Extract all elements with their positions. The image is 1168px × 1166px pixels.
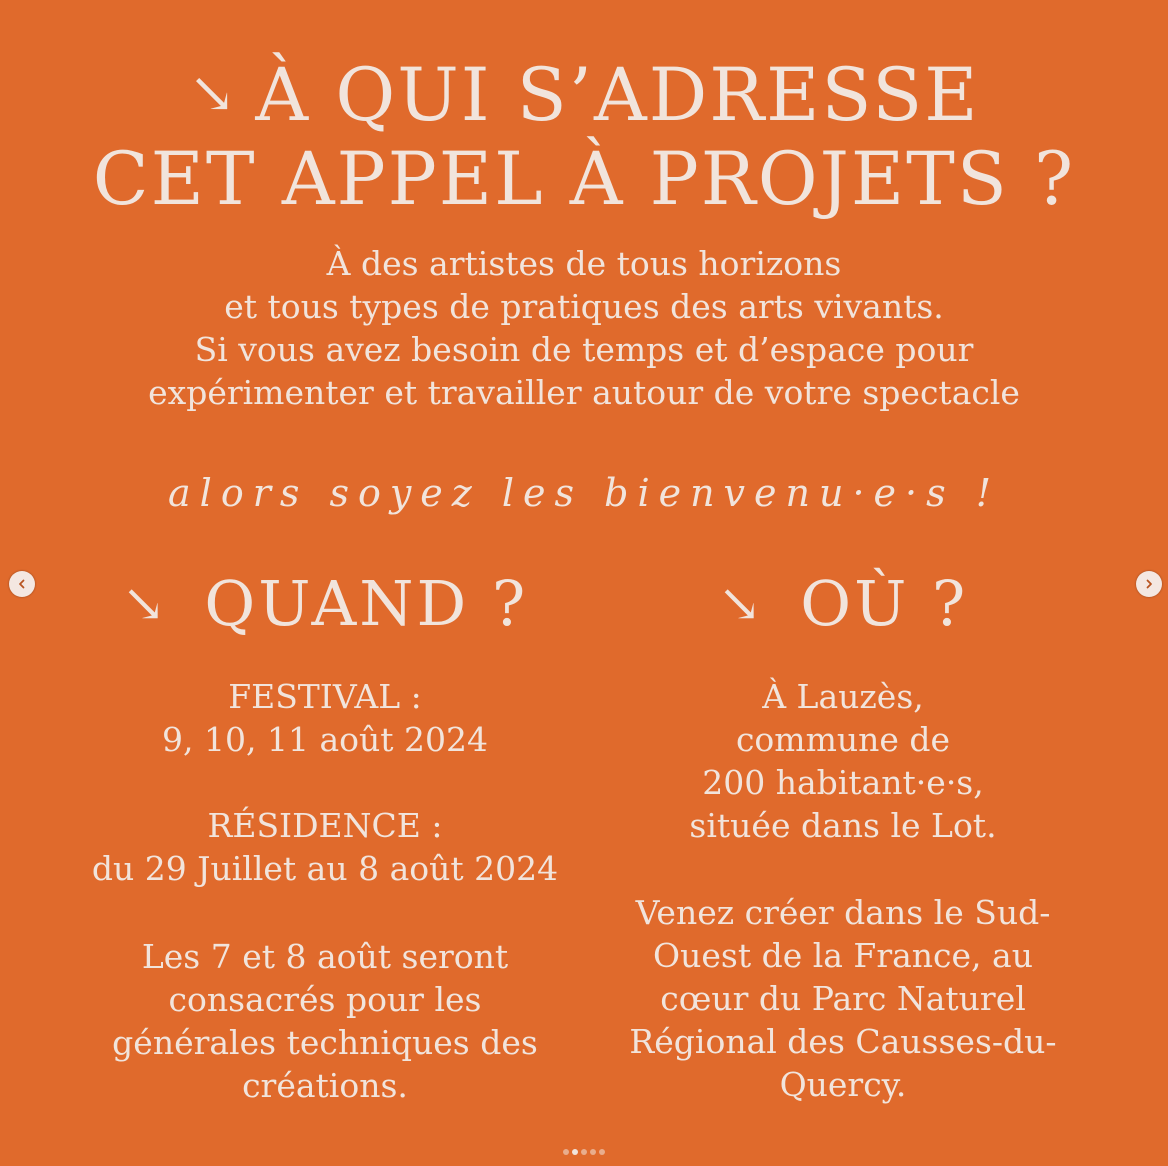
location-text: À Lauzès, commune de 200 habitant·e·s, située dans le Lot. [689, 677, 997, 845]
carousel-dot[interactable] [590, 1149, 596, 1155]
festival-dates: FESTIVAL : 9, 10, 11 août 2024 [162, 677, 488, 759]
arrow-down-right-icon: ↘ [188, 61, 238, 126]
arrow-down-right-icon: ↘ [717, 574, 765, 634]
chevron-left-icon [16, 578, 28, 590]
carousel-dot[interactable] [563, 1149, 569, 1155]
where-title: OÙ ? [800, 567, 969, 640]
carousel-prev-button[interactable] [9, 571, 35, 597]
welcome-tagline: alors soyez les bienvenu·e·s ! [168, 471, 1000, 515]
generales-note: Les 7 et 8 août seront consacrés pour les générales techniques des créations. [112, 937, 538, 1105]
invitation-text: Venez créer dans le Sud- Ouest de la France, au cœur du Parc Naturel Régional des Causses-du- Quercy. [629, 893, 1057, 1104]
arrow-down-right-icon: ↘ [121, 574, 169, 634]
carousel-next-button[interactable] [1136, 571, 1162, 597]
section-title-who [0, 52, 1168, 222]
chevron-right-icon [1143, 578, 1155, 590]
title-line-2: CET APPEL À PROJETS ? [92, 137, 1076, 222]
residence-dates: RÉSIDENCE : du 29 Juillet au 8 août 2024 [91, 806, 559, 888]
carousel-dot[interactable] [581, 1149, 587, 1155]
carousel-dot[interactable] [572, 1149, 578, 1155]
section-title-where [598, 566, 1088, 642]
section-title-when [70, 566, 580, 642]
carousel-pagination [563, 1148, 609, 1156]
when-title: QUAND ? [204, 567, 529, 640]
carousel-dot[interactable] [599, 1149, 605, 1155]
title-line-1: À QUI S’ADRESSE [255, 53, 980, 138]
intro-paragraph: À des artistes de tous horizons et tous types de pratiques des arts vivants. Si vous avez besoin de temps et d’espace pour expérimenter et travailler autour de votre spectacle [148, 244, 1020, 412]
